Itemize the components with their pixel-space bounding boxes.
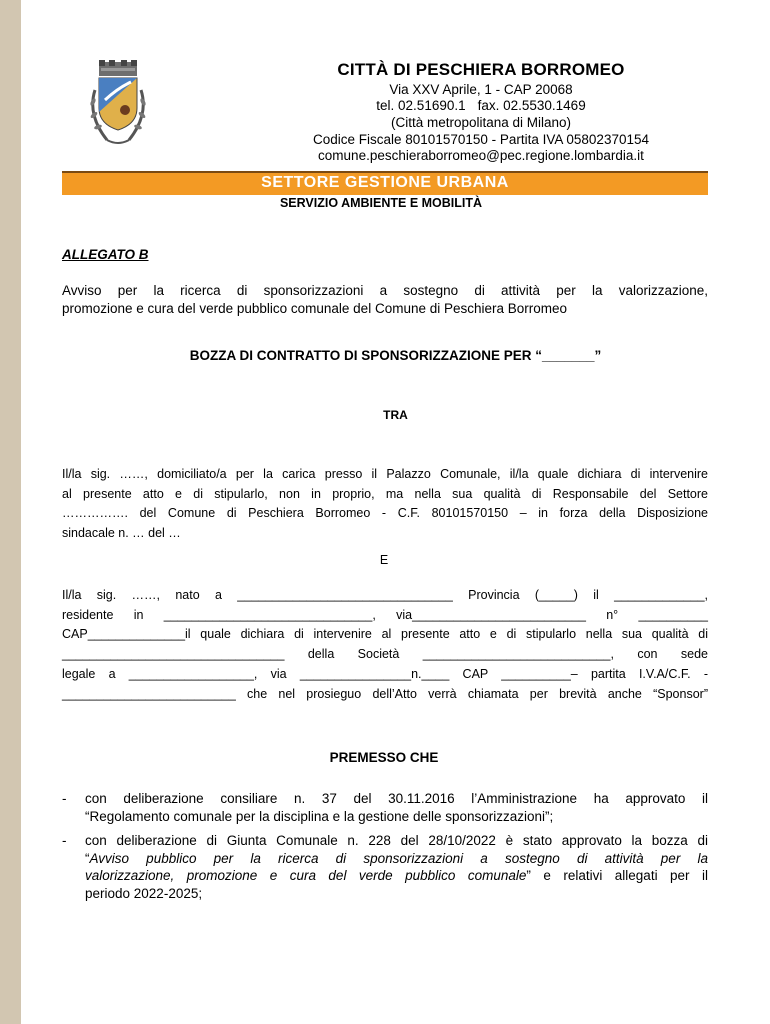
paragraph-line: al presente atto e di stipularlo, non in proprio, ma nella sua qualità di Responsabile del Settore	[62, 486, 708, 501]
contract-title: BOZZA DI CONTRATTO DI SPONSORIZZAZIONE PER “_______”	[189, 348, 602, 363]
notice-line: Avviso per la ricerca di sponsorizzazioni a sostegno di attività per la valorizzazione,	[62, 283, 708, 298]
fax-number: fax. 02.5530.1469	[477, 98, 586, 113]
phone-number: tel. 02.51690.1	[376, 98, 466, 113]
municipal-coat-of-arms-icon	[85, 60, 151, 150]
between-label: TRA	[383, 408, 408, 422]
municipality-phone-fax	[221, 98, 741, 113]
premise-line: “Regolamento comunale per la disciplina e la gestione delle sponsorizzazioni”;	[85, 808, 554, 824]
paragraph-line: Il/la sig. ……, nato a _______________________________ Provincia (_____) il _____________,	[62, 588, 708, 602]
paragraph-line: sindacale n. … del …	[62, 526, 181, 541]
premise-text: ” e relativi allegati per il	[526, 868, 708, 883]
paragraph-line: ________________________________ della Società ___________________________, con sede	[62, 647, 708, 662]
notice-line: promozione e cura del verde pubblico comunale del Comune di Peschiera Borromeo	[62, 300, 568, 316]
premise-line	[85, 867, 708, 885]
sector-banner	[62, 171, 708, 195]
paragraph-line: residente in ______________________________, via_________________________ n° __________	[62, 607, 708, 622]
municipality-address: Via XXV Aprile, 1 - CAP 20068	[389, 82, 573, 97]
service-title: SERVIZIO AMBIENTE E MOBILITÀ	[279, 196, 483, 210]
bullet-dash: -	[62, 791, 67, 806]
second-party-paragraph	[62, 586, 708, 704]
first-party-paragraph	[62, 465, 708, 544]
notice-subject	[62, 282, 708, 317]
paragraph-line: Il/la sig. ……, domiciliato/a per la carica presso il Palazzo Comunale, il/la quale dichiara di intervenire	[62, 467, 708, 481]
pec-email: comune.peschieraborromeo@pec.regione.lombardia.it	[318, 148, 644, 163]
premise-line	[85, 850, 708, 868]
attachment-label: ALLEGATO B	[62, 247, 149, 262]
notice-title-italic: valorizzazione, promozione e cura del verde pubblico comunale	[85, 868, 527, 883]
document-page	[21, 0, 770, 1024]
premise-line: con deliberazione consiliare n. 37 del 30.11.2016 l’Amministrazione ha approvato il	[85, 791, 708, 806]
and-separator: E	[379, 553, 389, 567]
premise-line: periodo 2022-2025;	[85, 885, 203, 901]
document-viewer-margin	[0, 0, 21, 1024]
metropolitan-city: (Città metropolitana di Milano)	[390, 115, 572, 130]
premise-line: con deliberazione di Giunta Comunale n. 228 del 28/10/2022 è stato approvato la bozza di	[85, 833, 708, 848]
premises-title: PREMESSO CHE	[329, 750, 439, 765]
paragraph-line: CAP______________il quale dichiara di intervenire al presente atto e di stipularlo nella sua qualità di	[62, 627, 708, 642]
bullet-dash: -	[62, 833, 67, 848]
paragraph-line: legale a __________________, via ________________n.____ CAP __________– partita I.V.A/C.F. -	[62, 666, 708, 681]
paragraph-line: ……………. del Comune di Peschiera Borromeo - C.F. 80101570150 – in forza della Disposizione	[62, 506, 708, 521]
notice-title-italic: Avviso pubblico per la ricerca di sponsorizzazioni a sostegno di attività per la	[89, 850, 708, 866]
quote-open: “	[85, 850, 90, 866]
paragraph-line: _________________________ che nel prosieguo dell’Atto verrà chiamata per brevità anche “Sponsor”	[62, 686, 708, 701]
sector-title: SETTORE GESTIONE URBANA	[261, 174, 509, 191]
municipality-title: CITTÀ DI PESCHIERA BORROMEO	[337, 60, 625, 79]
fiscal-code: Codice Fiscale 80101570150 - Partita IVA 05802370154	[313, 132, 649, 147]
